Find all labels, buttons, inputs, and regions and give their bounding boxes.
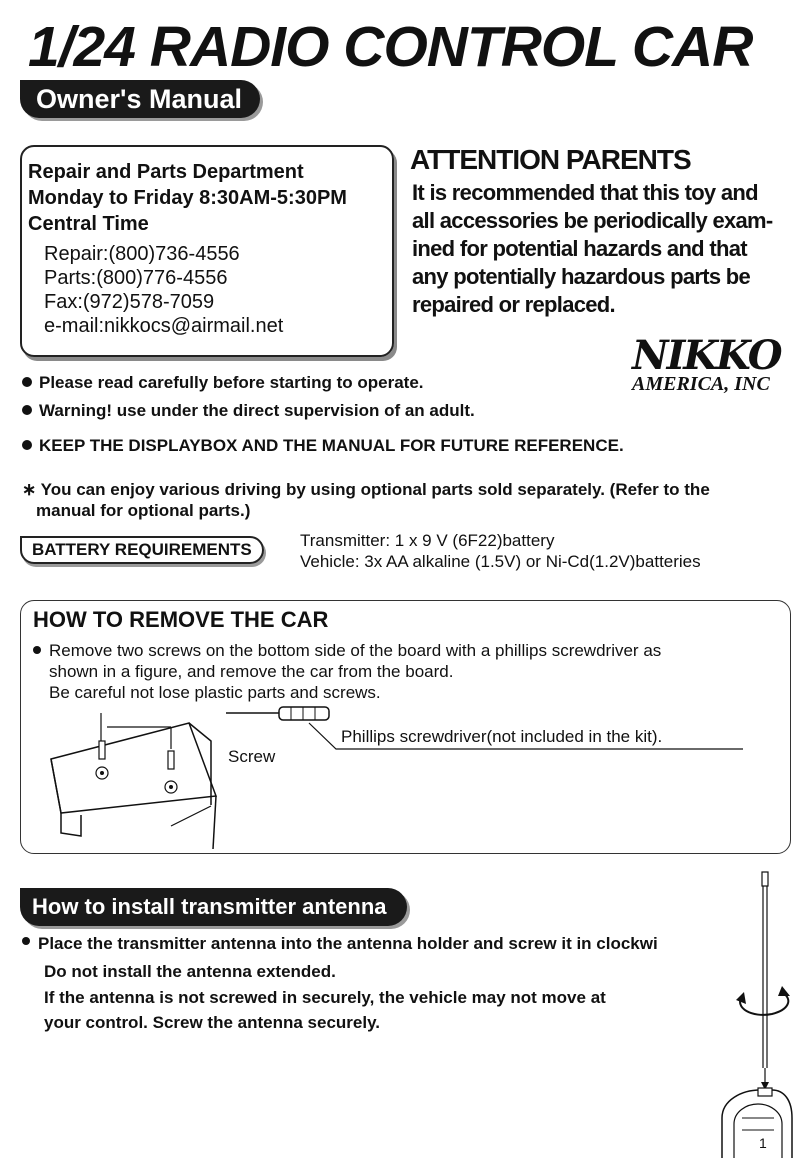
- attention-line-2: all accessories be periodically exam-: [412, 208, 773, 233]
- remove-car-line-3: Be careful not lose plastic parts and screws.: [49, 683, 381, 702]
- repair-heading-line-1: Repair and Parts Department: [28, 161, 304, 183]
- bullet-read-carefully: [22, 373, 424, 393]
- screw-label: Screw: [228, 747, 276, 766]
- attention-line-5: repaired or replaced.: [412, 292, 615, 317]
- page-number: 1: [759, 1135, 767, 1151]
- bullet-dot-icon: [22, 377, 32, 387]
- nikko-logo: NIKKO: [632, 332, 781, 379]
- bullet-dot-icon: [22, 405, 32, 415]
- antenna-illustration: [712, 868, 802, 1158]
- antenna-line-2: Do not install the antenna extended.: [44, 962, 336, 981]
- battery-requirements-label: BATTERY REQUIREMENTS: [20, 536, 264, 564]
- nikko-logo-sub: AMERICA, INC: [632, 373, 770, 395]
- parts-phone: Parts:(800)776-4556: [44, 267, 228, 289]
- optional-parts-note-line-2: manual for optional parts.): [36, 501, 251, 520]
- optional-parts-note-line-1: ∗ You can enjoy various driving by using optional parts sold separately. (Refer to the: [22, 480, 710, 499]
- attention-line-1: It is recommended that this toy and: [412, 180, 758, 205]
- bullet-warning: [22, 401, 475, 421]
- install-antenna-heading: How to install transmitter antenna: [20, 888, 407, 926]
- attention-title: ATTENTION PARENTS: [410, 144, 691, 175]
- email-address: e-mail:nikkocs@airmail.net: [44, 315, 284, 337]
- screwdriver-icon: [226, 707, 329, 720]
- repair-phone: Repair:(800)736-4556: [44, 243, 240, 265]
- antenna-text: Place the transmitter antenna into the antenna holder and screw it in clockwi: [38, 934, 658, 953]
- owners-manual-badge: Owner's Manual: [20, 80, 260, 118]
- fax-number: Fax:(972)578-7059: [44, 291, 215, 313]
- repair-heading-line-2: Monday to Friday 8:30AM-5:30PM: [28, 187, 347, 209]
- battery-transmitter: Transmitter: 1 x 9 V (6F22)battery: [300, 531, 555, 550]
- battery-vehicle: Vehicle: 3x AA alkaline (1.5V) or Ni-Cd(1.2V)batteries: [300, 552, 701, 571]
- bullet-text: Please read carefully before starting to operate.: [39, 373, 424, 392]
- remove-car-heading: HOW TO REMOVE THE CAR: [33, 607, 329, 632]
- bullet-text: KEEP THE DISPLAYBOX AND THE MANUAL FOR FUTURE REFERENCE.: [39, 436, 624, 455]
- antenna-line-3: If the antenna is not screwed in securely, the vehicle may not move at: [44, 988, 606, 1007]
- remove-car-section: [20, 600, 791, 854]
- page-title: 1/24 RADIO CONTROL CAR: [28, 15, 753, 79]
- remove-car-line-2: shown in a figure, and remove the car from the board.: [49, 662, 454, 681]
- board-screws-illustration: [21, 601, 792, 855]
- bullet-dot-icon: [22, 937, 30, 945]
- bullet-dot-icon: [22, 440, 32, 450]
- repair-heading-line-3: Central Time: [28, 213, 149, 235]
- remove-car-text: Remove two screws on the bottom side of the board with a phillips screwdriver as: [49, 641, 662, 660]
- repair-parts-box: [20, 145, 394, 357]
- antenna-line-1: [22, 934, 658, 954]
- antenna-line-4: your control. Screw the antenna securely.: [44, 1013, 381, 1032]
- screwdriver-label: Phillips screwdriver(not included in the kit).: [341, 727, 663, 746]
- bullet-keep-box: [22, 436, 624, 456]
- attention-line-3: ined for potential hazards and that: [412, 236, 747, 261]
- bullet-text: Warning! use under the direct supervision of an adult.: [39, 401, 475, 420]
- attention-line-4: any potentially hazardous parts be: [412, 264, 751, 289]
